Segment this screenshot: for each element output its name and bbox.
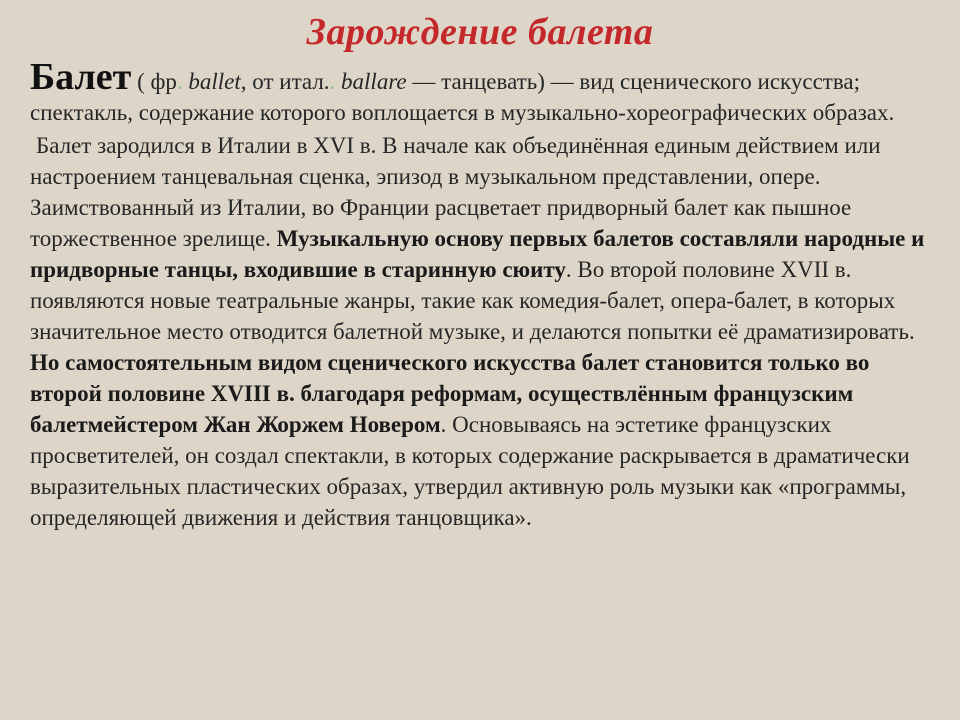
slide-body xyxy=(30,56,945,533)
definition-text: — танцевать) — вид сценического искусства; спектакль, содержание которого воплощается в музыкально-хореографических образах. xyxy=(30,69,895,125)
slide-title: Зарождение балета xyxy=(306,11,654,53)
etymology-open: ( фр xyxy=(131,69,177,94)
history-paragraph xyxy=(30,130,945,533)
etymology-middle: , от итал. xyxy=(240,69,330,94)
history-text-1: Балет зародился в Италии в XVI в. В начале как объединённая единым действием или настроением танцевальная сценка, эпизод в музыкальном представлении, опере. Заимствованный из Италии, во Франции расцветает придворный балет как пышное торжественное зрелище. xyxy=(30,133,881,251)
history-bold-1: Музыкальную основу первых балетов составляли народные и придворные танцы, входившие в старинную сюиту xyxy=(30,226,925,282)
term-ballet: Балет xyxy=(30,56,132,98)
etymology-word-it: ballare xyxy=(335,69,407,94)
etymology-dot-2: . xyxy=(329,69,336,94)
history-bold-2: Но самостоятельным видом сценического искусства балет становится только во второй половине XVIII в. благодаря реформам, осуществлённым французским балетмейстером Жан Жоржем Новером xyxy=(30,350,870,437)
history-text-2: . Во второй половине XVII в. появляются новые театральные жанры, такие как комедия-балет, опера-балет, в которых значительное место отводится балетной музыке, и делаются попытки её драматизировать. xyxy=(30,257,915,344)
etymology-dot-1: . xyxy=(176,69,183,94)
history-text-3: . Основываясь на эстетике французских просветителей, он создал спектакли, в которых содержание раскрывается в драматически выразительных пластических образах, утвердил активную роль музыки как «программы, определяющей движения и действия танцовщика». xyxy=(30,412,910,530)
definition-paragraph xyxy=(30,56,945,128)
etymology-word-fr: ballet xyxy=(182,69,241,94)
